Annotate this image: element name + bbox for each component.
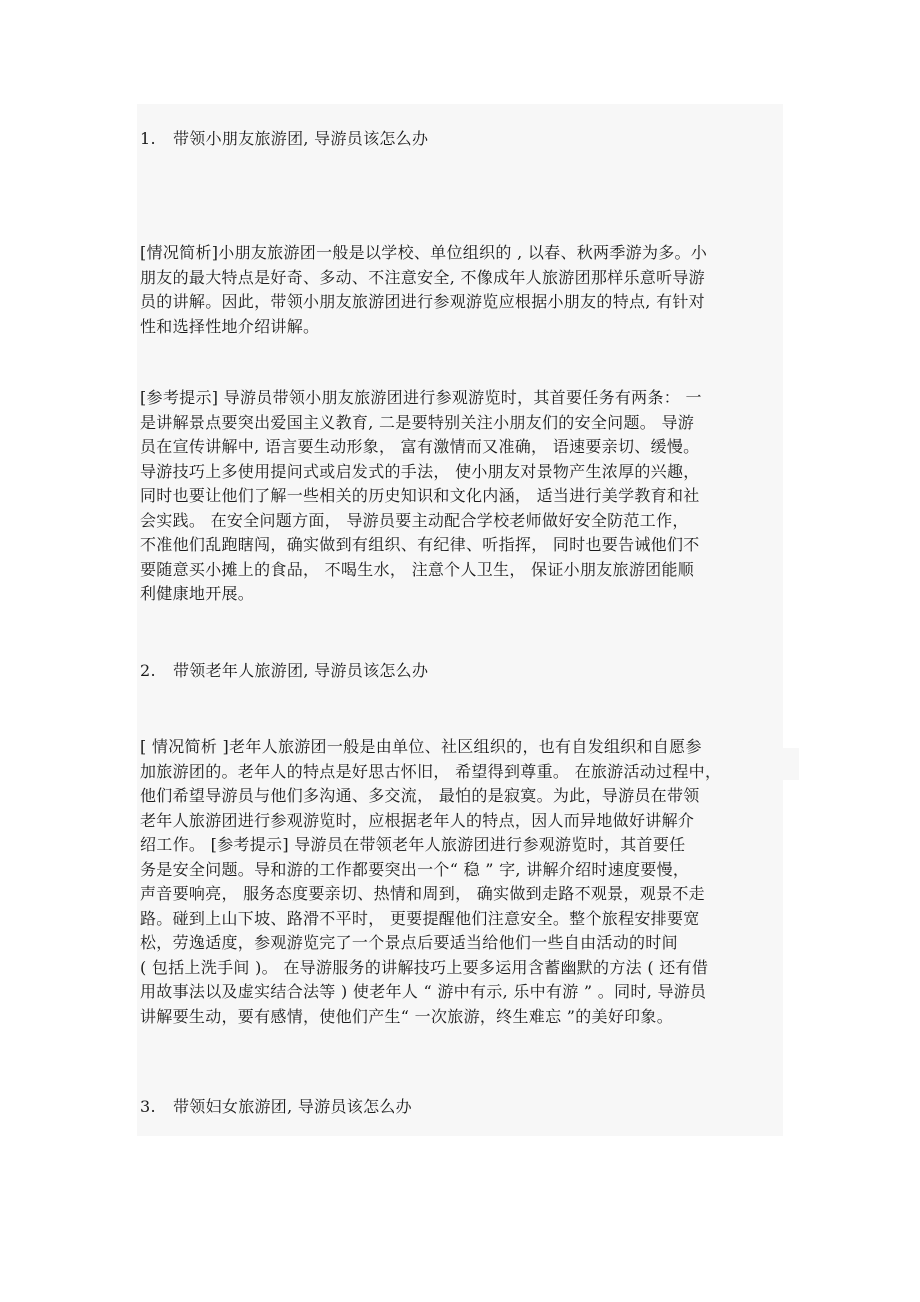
section-1-number: 1. — [140, 129, 156, 148]
body-line: [ 情况简析 ]老年人旅游团一般是由单位、社区组织的，也有自发组织和自愿参 — [140, 737, 702, 756]
section-2-title: 带领老年人旅游团, 导游员该怎么办 — [173, 661, 429, 680]
section-3-number: 3. — [140, 1097, 156, 1116]
tips-line: 利健康地开展。 — [140, 584, 255, 603]
body-line: 松，劳逸适度，参观游览完了一个景点后要适当给他们一些自由活动的时间 — [140, 933, 678, 952]
body-line: 讲解要生动，要有感情，使他们产生“ 一次旅游，终生难忘 ”的美好印象。 — [140, 1006, 674, 1026]
section-2-heading — [140, 659, 428, 683]
tips-line: 不准他们乱跑瞎闯，确实做到有组织、有纪律、听指挥， 同时也要告诫他们不 — [140, 535, 700, 554]
analysis-line: 员的讲解。因此，带领小朋友旅游团进行参观游览应根据小朋友的特点, 有针对 — [140, 292, 705, 311]
body-line: 声音要响亮， 服务态度要亲切、热情和周到， 确实做到走路不观景，观景不走 — [140, 884, 705, 903]
body-line: 务是安全问题。导和游的工作都要突出一个“ 稳 ” 字, 讲解介绍时速度要慢， — [140, 859, 690, 879]
tips-line: 要随意买小摊上的食品， 不喝生水， 注意个人卫生， 保证小朋友旅游团能顺 — [140, 559, 695, 579]
tips-line: 是讲解景点要突出爱国主义教育, 二是要特别关注小朋友们的安全问题。 导游 — [140, 412, 695, 432]
body-line: ( 包括上洗手间 )。 在导游服务的讲解技巧上要多运用含蓄幽默的方法 ( 还有借 — [140, 957, 709, 977]
body-line: 绍工作。 [参考提示] 导游员在带领老年人旅游团进行参观游览时，其首要任 — [140, 835, 686, 854]
analysis-line: 朋友的最大特点是好奇、多动、不注意安全, 不像成年人旅游团那样乐意听导游 — [140, 267, 705, 287]
tips-line: 员在宣传讲解中, 语言要生动形象， 富有激情而又准确， 语速要亲切、缓慢。 — [140, 437, 700, 456]
section-1-tips — [140, 386, 790, 607]
section-3-title: 带领妇女旅游团, 导游员该怎么办 — [173, 1097, 412, 1116]
analysis-line: 性和选择性地介绍讲解。 — [140, 316, 320, 336]
section-2-number: 2. — [140, 661, 156, 680]
body-line: 路。碰到上山下坡、路滑不平时， 更要提醒他们注意安全。整个旅程安排要宽 — [140, 908, 700, 928]
body-line: 用故事法以及虚实结合法等 ) 使老年人 “ 游中有示, 乐中有游 ” 。同时, 导游员 — [140, 982, 707, 1001]
body-line: 老年人旅游团进行参观游览时，应根据老年人的特点，因人而异地做好讲解介 — [140, 810, 695, 830]
analysis-line: [情况简析]小朋友旅游团一般是以学校、单位组织的 , 以春、秋两季游为多。小 — [140, 243, 708, 262]
section-1-heading — [140, 127, 428, 151]
section-2-body — [140, 735, 790, 1029]
body-line: 加旅游团的。老年人的特点是好思古怀旧， 希望得到尊重。 在旅游活动过程中， — [140, 761, 722, 781]
section-3-heading — [140, 1095, 412, 1119]
body-line: 他们希望导游员与他们多沟通、多交流， 最怕的是寂寞。为此，导游员在带领 — [140, 786, 700, 805]
section-1-analysis — [140, 241, 790, 339]
section-1-title: 带领小朋友旅游团, 导游员该怎么办 — [173, 129, 429, 148]
tips-line: 会实践。 在安全问题方面， 导游员要主动配合学校老师做好安全防范工作， — [140, 510, 689, 530]
tips-line: 同时也要让他们了解一些相关的历史知识和文化内涵， 适当进行美学教育和社 — [140, 486, 700, 505]
tips-line: [参考提示] 导游员带领小朋友旅游团进行参观游览时，其首要任务有两条： 一 — [140, 388, 702, 407]
tips-line: 导游技巧上多使用提问式或启发式的手法， 使小朋友对景物产生浓厚的兴趣， — [140, 461, 700, 481]
